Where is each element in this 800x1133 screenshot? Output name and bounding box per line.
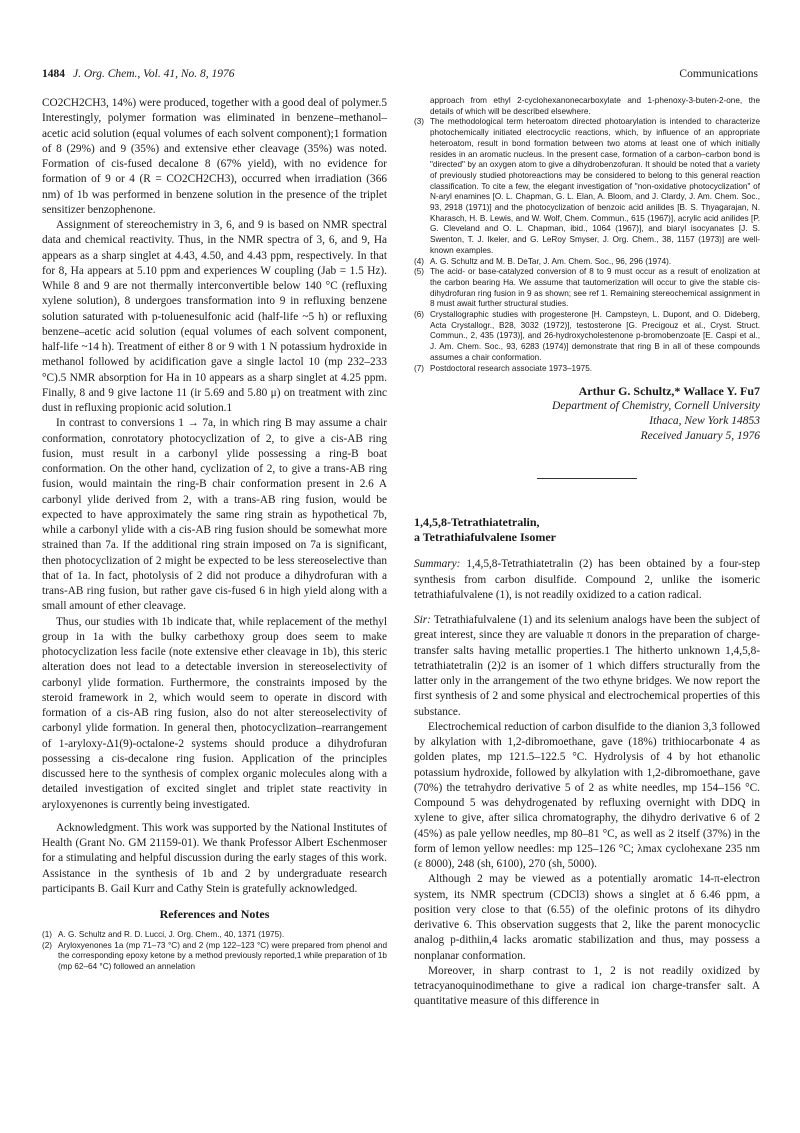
reference-item: [414, 310, 760, 364]
affiliation-location: Ithaca, New York 14853: [649, 415, 760, 428]
reference-number: (4): [414, 256, 425, 266]
article-title: [414, 515, 760, 545]
paragraph: CO2CH2CH3, 14%) were produced, together with a good deal of polymer.5 Interestingly, polymer formation was eliminated in benzene–methanol–acetic acid solution (equal volumes of each solvent component);1 formation of 8 (29%) and 9 (35%) and extensive ether cleavage (35%) was noted. Formation of cis-fused decalone 8 (67% yield), with no evidence for formation of 9 or 4 (R = CO2CH2CH3), occurred when irradiation (366 nm) of 1b was performed in benzene solution in the presence of the triplet sensitizer benzophenone.: [42, 97, 387, 216]
reference-item: [42, 941, 387, 973]
reference-text: Crystallographic studies with progesterone [H. Campsteyn, L. Dupont, and O. Dideberg, Acta Crystallogr., B28, 3032 (1972)], testosterone [G. Precigouz et al., Cryst. Struct. Commun., 2, 435 (1973)], and 26-hydroxycholestenone p-bromobenzoate [E. Caspi et al., J. Am. Chem. Soc., 93, 6283 (1974)] demonstrate that ring B in all of these compounds assumes a chair conformation.: [430, 310, 760, 362]
reference-text: Aryloxyenones 1a (mp 71–73 °C) and 2 (mp 122–123 °C) were prepared from phenol and the corresponding epoxy ketone by a method previously reported,1 while preparation of 1b (mp 62–64 °C) followed an annelation: [58, 940, 387, 972]
reference-text: The acid- or base-catalyzed conversion of 8 to 9 must occur as a result of enolization at the carbon bearing Ha. We assume that tautomerization will occur to give the stable cis-dihydrofuran ring fusion in 9 as shown; see ref 1. Remaining stereochemical assignment in 8 must await further structural studies.: [430, 267, 760, 309]
left-column: [42, 96, 387, 973]
paragraph: In contrast to conversions 1 → 7a, in which ring B may assume a chair conformation, conrotatory photocyclization of 2, to give a cis-AB ring fusion, must result in a carbonyl ylide possessing a ring-B boat conformation. On the other hand, cyclization of 2, to give a trans-AB ring fusion, would maintain the ring-B chair conformation present in 2.6 A carbonyl ylide derived from 2, with a trans-AB ring fusion, would be expected to have approximately the same ring strain as hypothetical 7b, while a carbonyl ylide with a cis-AB ring fusion should be somewhat more strained than 7a. If the additional ring strain imposed on 7a is significant, then photocyclization of 2 might be expected to be less stereoselective than that of 1a. In fact, photolysis of 2 did not produce a dihydrofuran with a trans-AB ring fusion, but rather gave cis-fused 6 in high yield along with a small amount of ether cleavage.: [42, 417, 387, 613]
reference-number: (3): [414, 117, 425, 127]
article-title-line: 1,4,5,8-Tetrathiatetralin,: [414, 515, 540, 530]
paragraph-text: Tetrathiafulvalene (1) and its selenium analogs have been the subject of great interest, since they are valuable π donors in the preparation of charge-transfer salts having metallic properties.1 The hitherto unknown 1,4,5,8-tetrathiatetralin (2)2 is an isomer of 1 which differs structurally from the latter only in the arrangement of the two ethyne bridges. We now report the first synthesis of 2 and some physical and electrochemical properties of this substance.: [414, 614, 761, 718]
page-header: [42, 68, 758, 84]
section-divider: [537, 478, 637, 479]
paragraph: [414, 613, 760, 720]
reference-text: Postdoctoral research associate 1973–1975.: [430, 363, 593, 373]
reference-number: (5): [414, 267, 425, 277]
paragraph: Thus, our studies with 1b indicate that, while replacement of the methyl group in 1a with the bulky carbethoxy group does seem to make photocyclization less facile (note extensive ether cleavage in 1b), this steric alteration does not lead to a detectable inversion in stereoselectivity of carbonyl ylide formation. Furthermore, the constraints imposed by the steroid framework in 2, which would seem to operate in discord with formation of a cis-AB ring fusion, also do not alter stereoselectivity of carbonyl ylide formation. In general then, photocyclization–rearrangement of 1-aryloxy-Δ1(9)-octalone-2 systems should produce a dihydrofuran possessing a cis-decalone ring fusion. Application of the principles discussed here to the synthesis of complex organic molecules along with a detailed investigation of excited singlet and triplet state reactivity in aryloxyenones is currently being investigated.: [42, 615, 387, 811]
summary-label: Summary:: [414, 558, 461, 571]
paragraph: Electrochemical reduction of carbon disulfide to the dianion 3,3 followed by alkylation with 1,2-dibromoethane, gave (18%) trithiocarbonate 4 as golden plates, mp 121.5–122.5 °C. Hydrolysis of 4 by hot ethanolic potassium hydroxide, followed by alkylation with 1,2-dibromoethane, gave (70%) the tetrahydro derivative 5 of 2 as white needles, mp 154–156 °C. Compound 5 was dehydrogenated by refluxing overnight with DDQ in xylene to give, after silica chromatography, the dihydro derivative 6 of 2 (45%) as pale yellow needles, mp 80–81 °C, as well as 2 itself (37%) in the form of lemon yellow needles: mp 125–126 °C; λmax cyclohexane 235 nm (ε 8000), 248 (sh, 6100), 270 (sh, 5000).: [414, 720, 760, 871]
paragraph: Assignment of stereochemistry in 3, 6, and 9 is based on NMR spectral data and chemical reactivity. Thus, in the NMR spectra of 3, 6, and 9, Ha appears as a sharp singlet at 4.43, 4.50, and 4.43 ppm, respectively. In that for 8, Ha appears at 5.10 ppm and experiences W coupling (Jab = 1.5 Hz). While 8 and 9 are not thermally interconvertible below 140 °C (refluxing xylene solution), 8 undergoes transformation into 9 in refluxing benzene solution saturated with p-toluenesulfonic acid (half-life ~5 h) or refluxing benzene–acetic acid solution (equal volumes of each solvent component, half-life ~14 h). Treatment of either 8 or 9 with 1 N potassium hydroxide in methanol followed by acidification gave a single lactol 10 (mp 232–233 °C).5 NMR absorption for Ha in 10 appears as a sharp singlet at 4.25 ppm. Finally, 8 and 9 give lactone 11 (ir 5.69 and 5.80 μ) on treatment with zinc dust in refluxing propionic acid solution.1: [42, 219, 387, 414]
acknowledgment: Acknowledgment. This work was supported by the National Institutes of Health (Grant No. GM 21159-01). We thank Professor Albert Eschenmoser for a stimulating and helpful discussion during the early stages of this work. Assistance in the synthesis of 1b and 2 by undergraduate research participants B. Gail Kurr and Cathy Stein is gratefully acknowledged.: [42, 821, 387, 895]
reference-item: [414, 257, 760, 268]
reference-text: The methodological term heteroatom directed photoarylation is intended to characterize photochemically initiated electrocyclic reactions, which, by influence of an appropriate heteroatom, result in bond formation between two atoms at least one of which initially resides in an aromatic nucleus. In the present case, formation of a carbon–carbon bond is "directed" by an oxygen atom to give a dihydrobenzofuran. It should be noted that a variety of previously studied photoreactions may be considered to belong to this general reaction classification. To cite a few, the elegant investigation of "non-oxidative photocyclization" of N-aryl enamines [O. L. Chapman, G. L. Elan, A. Bloom, and J. Clardy, J. Am. Chem. Soc., 93, 2918 (1971)] and the photocyclization of benzoic acid anilides [B. S. Thyagarajan, N. Kharasch, H. B. Lewis, and W. Wolf, Chem. Commun., 615 (1967)], acrylic acid anilides [P. G. Cleveland and O. L. Chapman, ibid., 1064 (1967)], and biaryl isocyanates [J. S. Swenton, T. J. Ikeler, and G. LeRoy Smyser, J. Org. Chem., 38, 1157 (1973)] are well-known examples.: [430, 117, 760, 255]
reference-number: (6): [414, 310, 425, 320]
reference-text: approach from ethyl 2-cyclohexanonecarboxylate and 1-phenoxy-3-buten-2-one, the details of which will be described elsewhere.: [430, 96, 760, 116]
received-date: Received January 5, 1976: [640, 430, 760, 443]
reference-item: [414, 364, 760, 375]
paragraph: Moreover, in sharp contrast to 1, 2 is not readily oxidized by tetracyanoquinodimethane to give a radical ion charge-transfer salt. A quantitative measure of this difference in: [414, 964, 760, 1008]
reference-number: (2): [42, 940, 53, 950]
summary: [414, 557, 760, 603]
summary-text: 1,4,5,8-Tetrathiatetralin (2) has been obtained by a four-step synthesis from carbon disulfide. Compound 2, unlike the isomeric tetrathiafulvalene (1), is not readily oxidized to a cation radical.: [414, 558, 760, 601]
header-left: [42, 68, 235, 80]
reference-list: [42, 930, 387, 973]
reference-text: A. G. Schultz and M. B. DeTar, J. Am. Chem. Soc., 96, 296 (1974).: [430, 256, 672, 266]
right-column: [414, 96, 760, 1010]
page-number: 1484: [42, 68, 65, 80]
reference-item: [414, 117, 760, 256]
sir-label: Sir:: [414, 614, 431, 627]
section-name: Communications: [679, 68, 758, 80]
reference-item: [414, 267, 760, 310]
reference-text: A. G. Schultz and R. D. Lucci, J. Org. Chem., 40, 1371 (1975).: [58, 930, 285, 939]
reference-item: [414, 96, 760, 117]
references-heading: References and Notes: [159, 907, 270, 921]
reference-list-continued: [414, 96, 760, 374]
article-title-line: a Tetrathiafulvalene Isomer: [414, 530, 556, 545]
reference-number: (1): [42, 930, 53, 939]
reference-item: [42, 930, 387, 941]
journal-citation: J. Org. Chem., Vol. 41, No. 8, 1976: [73, 68, 235, 80]
paragraph: Although 2 may be viewed as a potentially aromatic 14-π-electron system, its NMR spectrum (CDCl3) shows a singlet at δ 6.46 ppm, a position very close to that (6.55) of the olefinic protons of its dihydro derivative 6. This observation suggests that 2, like the parent monocyclic analog p-dithiin,4 lacks aromatic stabilization and thus, may possess a nonplanar conformation.: [414, 873, 760, 962]
affiliation-department: Department of Chemistry, Cornell University: [552, 400, 760, 413]
reference-number: (7): [414, 363, 425, 373]
authors: Arthur G. Schultz,* Wallace Y. Fu7: [578, 384, 760, 399]
